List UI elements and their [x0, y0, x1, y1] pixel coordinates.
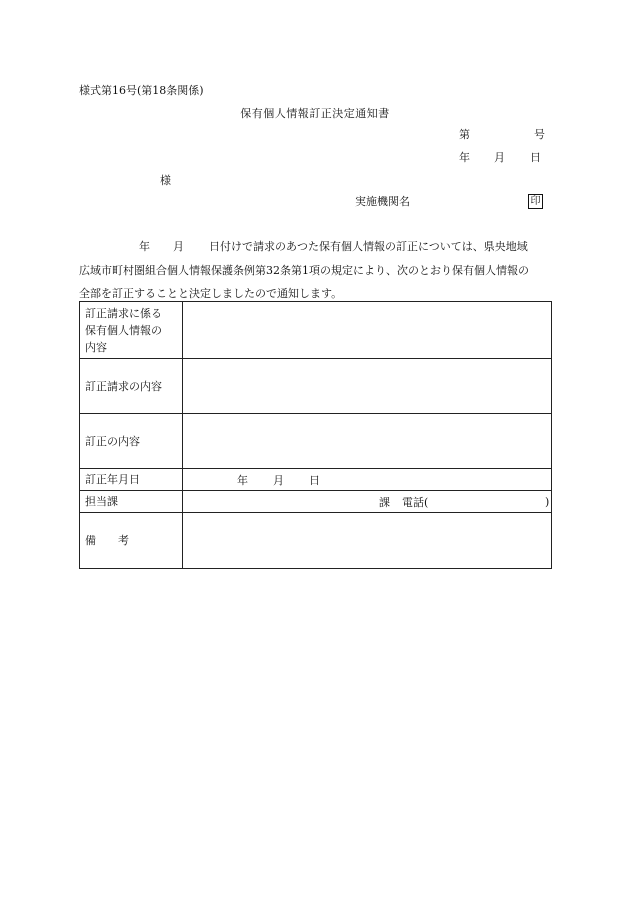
table-row [80, 359, 552, 414]
section-suffix-label: 課 [379, 495, 390, 509]
row-label-department: 担当課 [80, 491, 183, 513]
row-label-remarks: 備 考 [80, 513, 183, 569]
row-label-line: 内容 [85, 340, 107, 354]
page-title: 保有個人情報訂正決定通知書 [240, 107, 390, 120]
form-number: 様式第16号(第18条関係) [79, 84, 204, 97]
table-row [80, 491, 552, 513]
value-cell-request-content[interactable] [183, 359, 552, 414]
issuer-label: 実施機関名 [355, 195, 410, 208]
body-month-label: 月 [173, 240, 184, 253]
doc-number-suffix: 号 [534, 128, 545, 141]
correction-day-label: 日 [309, 473, 320, 487]
correction-year-label: 年 [237, 473, 248, 487]
table-row [80, 414, 552, 469]
doc-number-prefix: 第 [459, 128, 470, 141]
row-label-request-content: 訂正請求の内容 [80, 359, 183, 414]
addressee-suffix: 様 [160, 174, 171, 187]
row-label-line: 訂正請求に係る [85, 306, 162, 320]
date-month-label: 月 [494, 151, 505, 164]
phone-label: 電話( [402, 495, 429, 509]
date-year-label: 年 [459, 151, 470, 164]
seal-mark: 印 [528, 194, 543, 209]
notice-table [79, 301, 552, 569]
value-cell-remarks[interactable] [183, 513, 552, 569]
table-row [80, 469, 552, 491]
table-row [80, 302, 552, 359]
value-cell-correction-date[interactable] [183, 469, 552, 491]
value-cell-correction-content[interactable] [183, 414, 552, 469]
row-label-target-info [80, 302, 183, 359]
value-cell-department[interactable] [183, 491, 552, 513]
row-label-correction-date: 訂正年月日 [80, 469, 183, 491]
body-text-line-3: 全部を訂正することと決定しましたので通知します。 [79, 287, 343, 300]
value-cell-target-info[interactable] [183, 302, 552, 359]
phone-close-paren: ) [545, 495, 550, 508]
body-text-line-1: 日付けで請求のあつた保有個人情報の訂正については、県央地域 [209, 240, 528, 253]
row-label-correction-content: 訂正の内容 [80, 414, 183, 469]
row-label-line: 保有個人情報の [85, 323, 162, 337]
body-year-label: 年 [139, 240, 150, 253]
table-row [80, 513, 552, 569]
correction-month-label: 月 [273, 473, 284, 487]
body-text-line-2: 広域市町村圏組合個人情報保護条例第32条第1項の規定により、次のとおり保有個人情報の [79, 264, 529, 277]
date-day-label: 日 [530, 151, 541, 164]
